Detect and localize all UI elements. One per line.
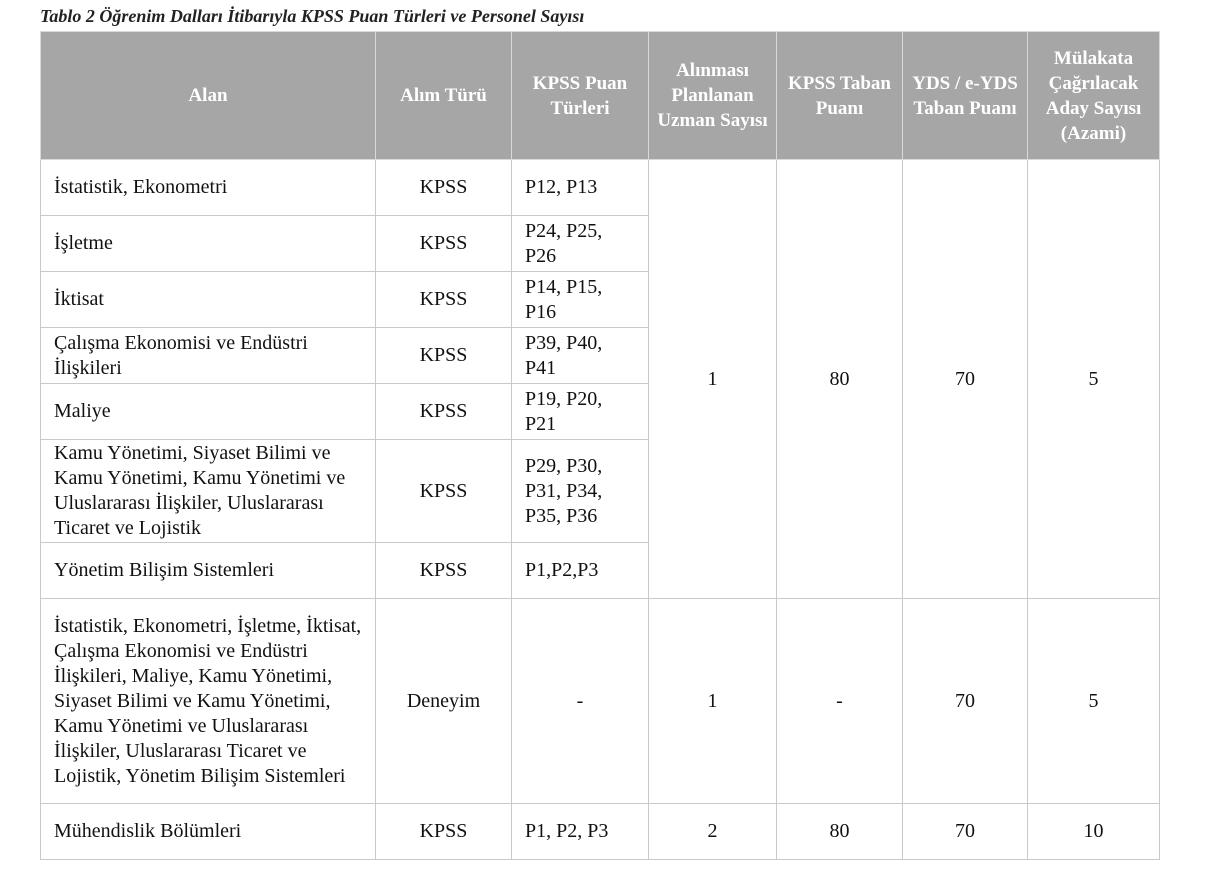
cell-alim-turu: KPSS (376, 440, 512, 543)
header-alan: Alan (41, 32, 376, 160)
cell-alim-turu: KPSS (376, 216, 512, 272)
cell-alan: Mühendislik Bölümleri (41, 804, 376, 860)
cell-alim-turu: KPSS (376, 384, 512, 440)
cell-mulakat: 5 (1028, 599, 1160, 804)
cell-uzman-sayisi: 1 (649, 599, 777, 804)
cell-puan-turleri: P29, P30, P31, P34, P35, P36 (512, 440, 649, 543)
cell-uzman-sayisi: 2 (649, 804, 777, 860)
cell-kpss-taban: - (777, 599, 903, 804)
cell-yds-taban: 70 (903, 599, 1028, 804)
cell-puan-turleri: P1, P2, P3 (512, 804, 649, 860)
cell-alan: İstatistik, Ekonometri, İşletme, İktisat, Çalışma Ekonomisi ve Endüstri İlişkileri, Maliye, Kamu Yönetimi, Siyaset Bilimi ve Kamu Yönetimi, Kamu Yönetimi ve Uluslararası İlişkiler, Uluslararası Ticaret ve Lojistik, Yönetim Bilişim Sistemleri (41, 599, 376, 804)
table-caption: Tablo 2 Öğrenim Dalları İtibarıyla KPSS Puan Türleri ve Personel Sayısı (40, 6, 585, 26)
cell-alim-turu: KPSS (376, 804, 512, 860)
cell-yds-taban: 70 (903, 804, 1028, 860)
cell-yds-taban: 70 (903, 160, 1028, 599)
cell-mulakat: 5 (1028, 160, 1160, 599)
cell-alan: Çalışma Ekonomisi ve Endüstri İlişkileri (41, 328, 376, 384)
cell-alim-turu: KPSS (376, 543, 512, 599)
table-row (41, 804, 1160, 860)
table-row (41, 160, 1160, 216)
table-row (41, 599, 1160, 804)
cell-puan-turleri: P12, P13 (512, 160, 649, 216)
header-row (41, 32, 1160, 160)
cell-alan: İktisat (41, 272, 376, 328)
header-alinmasi-planlanan: Alınması Planlanan Uzman Sayısı (649, 32, 777, 160)
cell-alan: İstatistik, Ekonometri (41, 160, 376, 216)
header-kpss-taban: KPSS Taban Puanı (777, 32, 903, 160)
header-kpss-puan-turleri: KPSS Puan Türleri (512, 32, 649, 160)
header-alim-turu: Alım Türü (376, 32, 512, 160)
cell-alan: Kamu Yönetimi, Siyaset Bilimi ve Kamu Yönetimi, Kamu Yönetimi ve Uluslararası İlişkiler, Uluslararası Ticaret ve Lojistik (41, 440, 376, 543)
cell-alan: Yönetim Bilişim Sistemleri (41, 543, 376, 599)
cell-puan-turleri: - (512, 599, 649, 804)
cell-kpss-taban: 80 (777, 804, 903, 860)
cell-alim-turu: KPSS (376, 160, 512, 216)
cell-puan-turleri: P1,P2,P3 (512, 543, 649, 599)
cell-puan-turleri: P19, P20, P21 (512, 384, 649, 440)
cell-puan-turleri: P24, P25, P26 (512, 216, 649, 272)
cell-alan: Maliye (41, 384, 376, 440)
cell-puan-turleri: P39, P40, P41 (512, 328, 649, 384)
cell-alim-turu: Deneyim (376, 599, 512, 804)
cell-mulakat: 10 (1028, 804, 1160, 860)
cell-puan-turleri: P14, P15, P16 (512, 272, 649, 328)
cell-kpss-taban: 80 (777, 160, 903, 599)
header-yds-taban: YDS / e-YDS Taban Puanı (903, 32, 1028, 160)
cell-alim-turu: KPSS (376, 272, 512, 328)
cell-uzman-sayisi: 1 (649, 160, 777, 599)
header-mulakat: Mülakata Çağrılacak Aday Sayısı (Azami) (1028, 32, 1160, 160)
cell-alan: İşletme (41, 216, 376, 272)
kpss-table (40, 31, 1160, 860)
cell-alim-turu: KPSS (376, 328, 512, 384)
